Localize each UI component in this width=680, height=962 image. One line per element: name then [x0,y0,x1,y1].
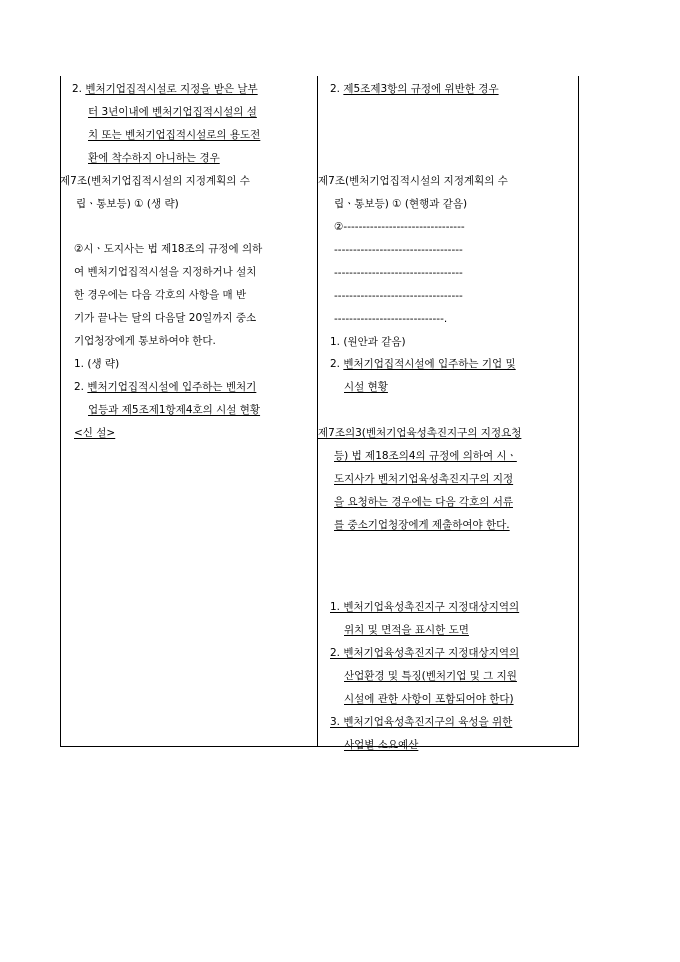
left-article7-p2-line1: ②시ㆍ도지사는 법 제18조의 규정에 의하 [74,243,263,255]
left-article7-title-cont: 립ㆍ통보등) ① (생 략) [76,198,179,210]
right-list-item1-line1: 1. 벤처기업육성촉진지구 지정대상지역의 [330,601,520,613]
right-dash-line1: ---------------------------------- [334,244,463,256]
right-article7-3-line2: 등) 법 제18조의4의 규정에 의하여 시ㆍ [334,450,517,462]
right-article7-3-line1: 제7조의3(벤처기업육성촉진지구의 지정요청 [318,427,522,439]
left-article7-p2-line3: 한 경우에는 다음 각호의 사항을 매 반 [74,289,247,301]
left-article7-p2-line2: 여 벤처기업집적시설을 지정하거나 설치 [74,266,257,278]
left-sub2-line1: 2. 벤처기업집적시설에 입주하는 벤처기 [74,381,257,393]
left-sub2-line2: 업등과 제5조제1항제4호의 시설 현황 [88,404,261,416]
right-dash-line3: ---------------------------------- [334,290,463,302]
right-dash-line4: -----------------------------. [334,313,448,325]
right-list-item3-line2: 사업별 소요예산 [344,739,419,751]
right-list-item2-line3: 시설에 관한 사항이 포함되어야 한다) [344,693,514,705]
left-article7-p2-line4: 기가 끝나는 달의 다음달 20일까지 중소 [74,312,257,324]
right-sub2-line2: 시설 현황 [344,381,388,393]
right-list-item2-line2: 산업환경 및 특징(벤처기업 및 그 지원 [344,670,517,682]
left-new-marker: <신 설> [74,427,116,439]
right-list-item1-line2: 위치 및 면적을 표시한 도면 [344,624,469,636]
right-sub1: 1. (원안과 같음) [330,336,406,348]
left-article7-p2-line5: 기업청장에게 통보하여야 한다. [74,335,216,347]
left-item2-line1: 2. 벤처기업집적시설로 지정을 받은 날부 [72,83,258,95]
right-article7-title: 제7조(벤처기업집적시설의 지정계획의 수 [318,175,508,187]
left-item2-line2: 터 3년이내에 벤처기업집적시설의 설 [88,106,257,118]
right-article7-3-line4: 을 요청하는 경우에는 다음 각호의 서류 [334,496,513,508]
left-item2-line4: 환에 착수하지 아니하는 경우 [88,152,220,164]
right-sub2-line1: 2. 벤처기업집적시설에 입주하는 기업 및 [330,358,516,370]
right-article7-3-line3: 도지사가 벤처기업육성촉진지구의 지정 [334,473,514,485]
right-dash-line2: ---------------------------------- [334,267,463,279]
left-sub1: 1. (생 략) [74,358,120,370]
left-article7-title: 제7조(벤처기업집적시설의 지정계획의 수 [60,175,250,187]
right-article7-title-cont: 립ㆍ통보등) ① (현행과 같음) [334,198,468,210]
right-item2: 2. 제5조제3항의 규정에 위반한 경우 [330,83,499,95]
right-article7-3-line5: 를 중소기업청장에게 제출하여야 한다. [334,519,510,531]
left-item2-line3: 치 또는 벤처기업집적시설로의 용도전 [88,129,261,141]
right-list-item3-line1: 3. 벤처기업육성촉진지구의 육성을 위한 [330,716,513,728]
right-p2-first: ②-------------------------------- [334,221,465,233]
right-list-item2-line1: 2. 벤처기업육성촉진지구 지정대상지역의 [330,647,520,659]
table-body [60,76,577,751]
